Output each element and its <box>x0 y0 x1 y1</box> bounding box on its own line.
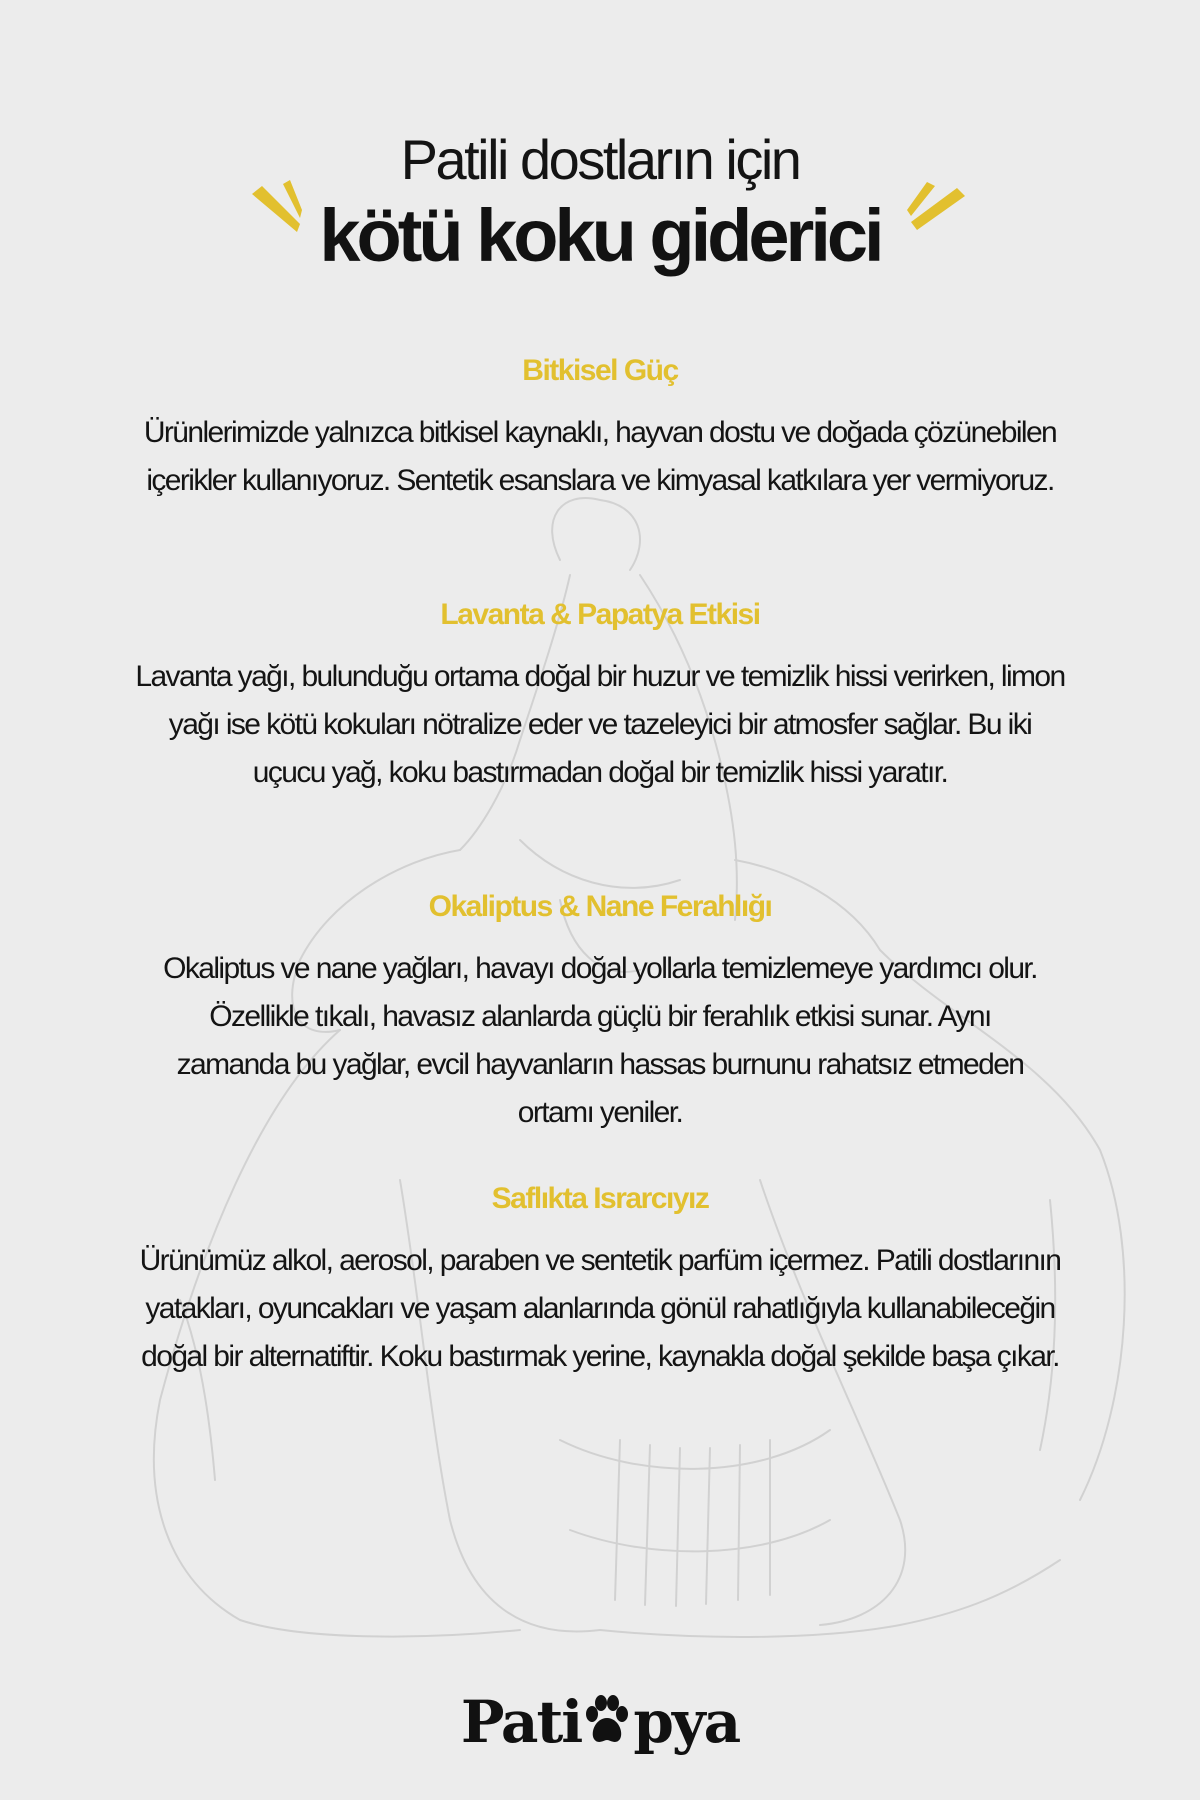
title-line-2: kötü koku giderici <box>319 194 881 277</box>
brand-logo <box>0 1688 1200 1756</box>
section-heading: Bitkisel Güç <box>522 354 678 387</box>
section-saflikta-israrciyiz <box>120 1179 1080 1381</box>
page-title <box>0 120 1200 276</box>
logo-text-start: Pati <box>460 1688 582 1756</box>
section-body: Okaliptus ve nane yağları, havayı doğal yollarla temizlemeye yardımcı olur. Özellikle tıkalı, havasız alanlarda güçlü bir ferahlık etkisi sunar. Aynı zamanda bu yağlar, evcil hayvanların hassas burnunu rahatsız etmeden ortamı yeniler. <box>163 952 1037 1129</box>
section-body: Lavanta yağı, bulunduğu ortama doğal bir huzur ve temizlik hissi verirken, limon yağı ise kötü kokuları nötralize eder ve tazeleyici bir atmosfer sağlar. Bu iki uçucu yağ, koku bastırmadan doğal bir temizlik hissi yaratır. <box>135 660 1065 789</box>
section-heading: Okaliptus & Nane Ferahlığı <box>428 890 772 923</box>
paw-icon <box>582 1692 632 1748</box>
section-lavanta-papatya <box>120 595 1080 797</box>
section-body: Ürünümüz alkol, aerosol, paraben ve sentetik parfüm içermez. Patili dostlarının yatakları, oyuncakları ve yaşam alanlarında gönül rahatlığıyla kullanabileceğin doğal bir alternatiftir. Koku bastırmak yerine, kaynakla doğal şekilde başa çıkar. <box>139 1244 1061 1373</box>
section-heading: Lavanta & Papatya Etkisi <box>440 598 760 631</box>
section-heading: Saflıkta Israrcıyız <box>491 1182 709 1215</box>
section-okaliptus-nane <box>120 887 1080 1137</box>
title-line-1: Patili dostların için <box>400 128 800 191</box>
logo-text-end: pya <box>633 1688 740 1756</box>
section-bitkisel-guc <box>120 351 1080 505</box>
section-body: Ürünlerimizde yalnızca bitkisel kaynaklı, hayvan dostu ve doğada çözünebilen içerikler kullanıyoruz. Sentetik esanslara ve kimyasal katkılara yer vermiyoruz. <box>143 416 1057 497</box>
